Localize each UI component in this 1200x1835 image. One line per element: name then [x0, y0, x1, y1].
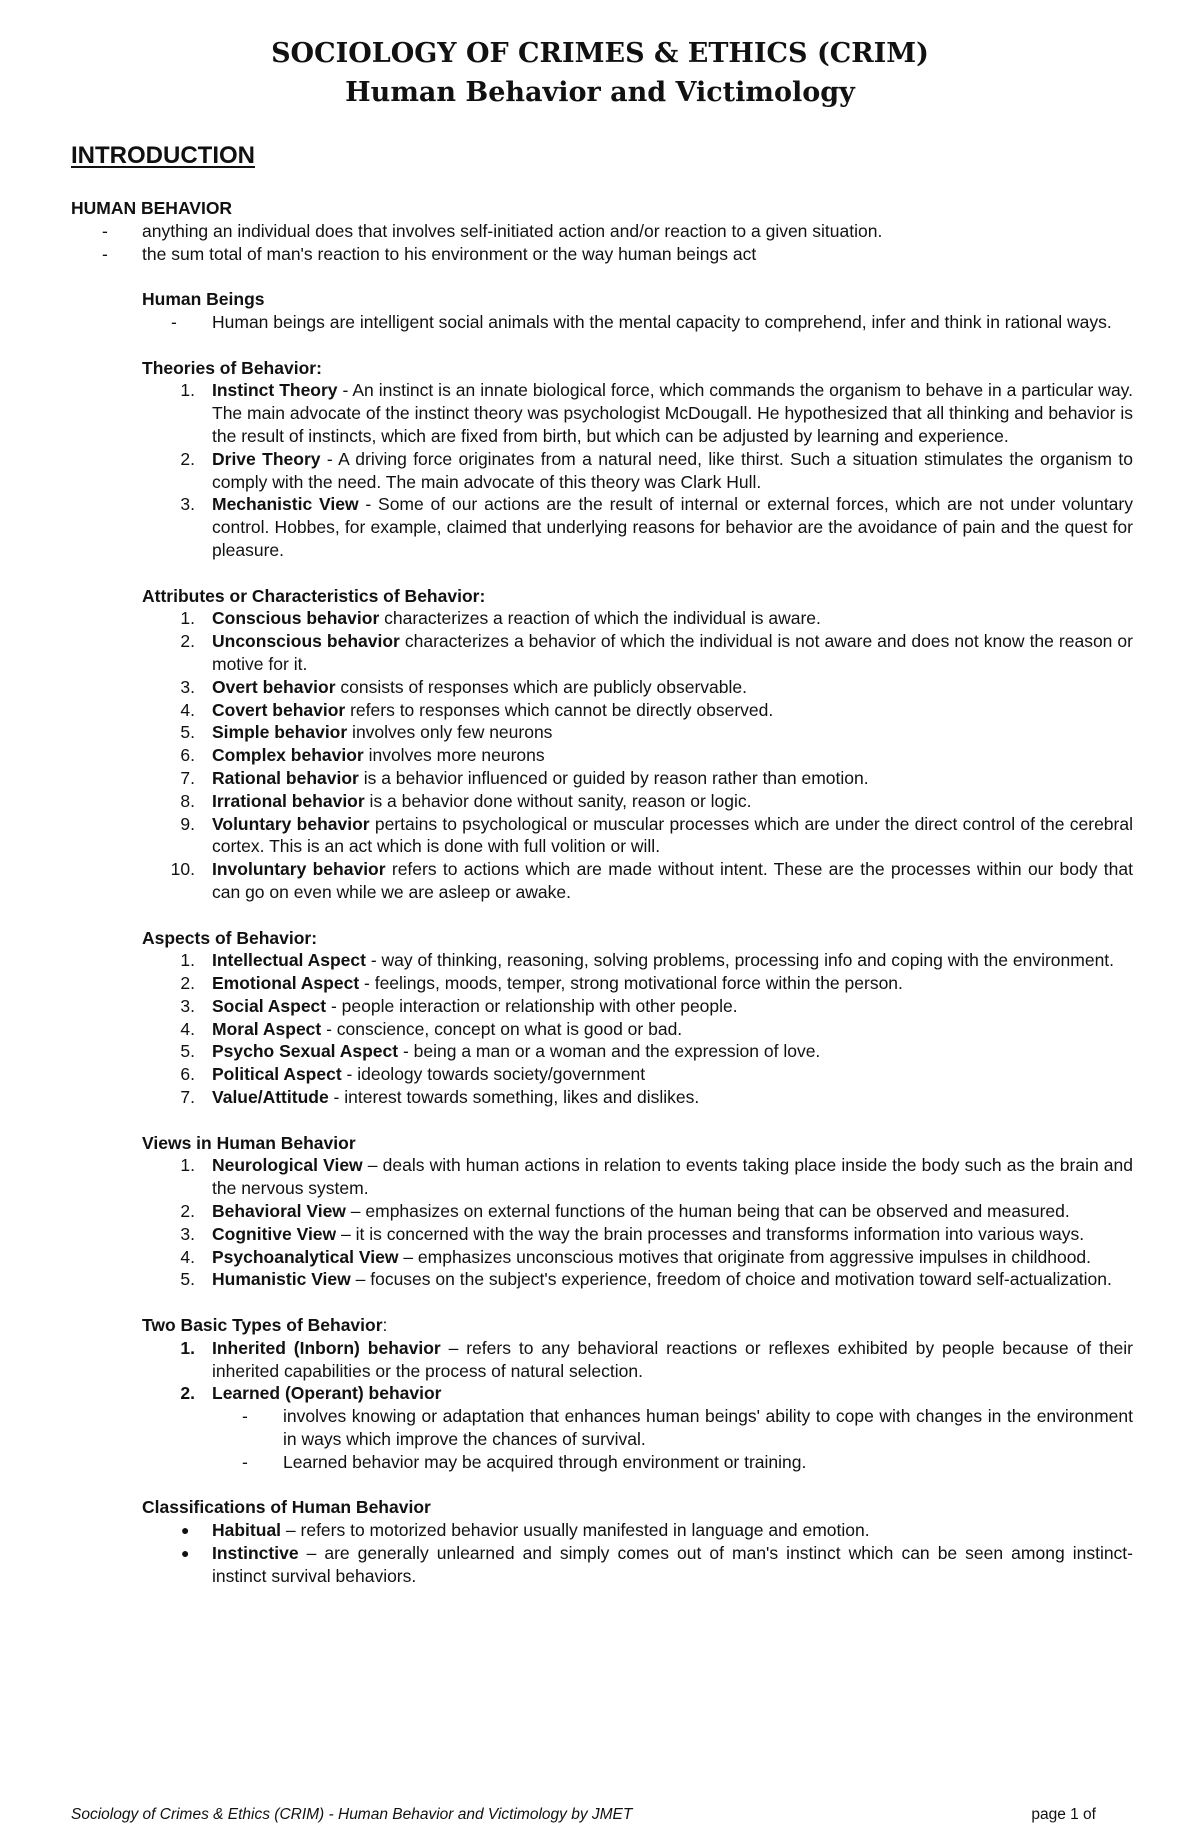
list-item: 4. Moral Aspect - conscience, concept on what is good or bad.: [180, 1018, 683, 1039]
list-item: - Human beings are intelligent social animals with the mental capacity to comprehend, infer and think in rational ways.: [171, 311, 1112, 332]
bullet-icon: ●: [181, 1522, 190, 1539]
list-item: - the sum total of man's reaction to his environment or the way human beings act: [102, 243, 757, 264]
list-item: 2. Learned (Operant) behavior: [180, 1383, 442, 1404]
bullet-icon: ●: [181, 1545, 190, 1562]
introduction-heading: INTRODUCTION: [71, 142, 255, 169]
list-item: 10. Involuntary behavior refers to actions which are made without intent. These are the processes within our body that can go on even while we are asleep or awake.: [170, 859, 1133, 902]
list-item: 8. Irrational behavior is a behavior done without sanity, reason or logic.: [180, 790, 752, 811]
list-item: - involves knowing or adaptation that enhances human beings' ability to cope with changes in the environment in ways which improve the chances of survival.: [242, 1406, 1133, 1450]
list-item: 3. Mechanistic View - Some of our actions are the result of internal or external forces, which are not under voluntary control. Hobbes, for example, claimed that underlying reasons for behavior are the avoidance of pain and the quest for pleasure.: [180, 494, 1133, 560]
list-item: ● Habitual – refers to motorized behavior usually manifested in language and emotion.: [181, 1520, 870, 1541]
list-item: 2. Drive Theory - A driving force originates from a natural need, like thirst. Such a situation stimulates the organism to comply with the need. The main advocate of this theory was Clark Hull.: [180, 448, 1133, 492]
list-item: 9. Voluntary behavior pertains to psychological or muscular processes which are under the direct control of the cerebral cortex. This is an act which is done with full volition or will.: [180, 813, 1133, 857]
list-item: 4. Covert behavior refers to responses which cannot be directly observed.: [180, 699, 774, 720]
list-item: 5. Simple behavior involves only few neurons: [180, 722, 553, 743]
aspects-heading: Aspects of Behavior:: [142, 927, 318, 948]
list-item: - anything an individual does that involves self-initiated action and/or reaction to a given situation.: [102, 220, 883, 241]
list-item: 4. Psychoanalytical View – emphasizes unconscious motives that originate from aggressive impulses in childhood.: [180, 1246, 1092, 1267]
list-item: 6. Complex behavior involves more neurons: [180, 745, 545, 766]
list-item: 3. Cognitive View – it is concerned with the way the brain processes and transforms information into various ways.: [180, 1223, 1085, 1244]
list-item: 7. Value/Attitude - interest towards something, likes and dislikes.: [180, 1087, 700, 1108]
document-body: [71, 197, 1133, 1588]
footer-text: Sociology of Crimes & Ethics (CRIM) - Human Behavior and Victimology by JMET: [71, 1806, 633, 1823]
list-item: 1. Inherited (Inborn) behavior – refers to any behavioral reactions or reflexes exhibited by people because of their inherited capabilities or the process of natural selection.: [180, 1337, 1133, 1381]
list-item: 5. Psycho Sexual Aspect - being a man or a woman and the expression of love.: [180, 1041, 821, 1062]
list-item: 3. Overt behavior consists of responses which are publicly observable.: [180, 676, 747, 697]
views-heading: Views in Human Behavior: [142, 1132, 356, 1153]
human-behavior-heading: HUMAN BEHAVIOR: [71, 198, 233, 218]
list-item: 5. Humanistic View – focuses on the subject's experience, freedom of choice and motivation toward self-actualization.: [180, 1269, 1112, 1290]
document-subtitle: Human Behavior and Victimology: [345, 77, 855, 108]
page-number: page 1 of: [1031, 1806, 1096, 1823]
list-item: 2. Unconscious behavior characterizes a behavior of which the individual is not aware and does not know the reason or motive for it.: [180, 631, 1133, 674]
list-item: 6. Political Aspect - ideology towards society/government: [180, 1064, 646, 1085]
list-item: 3. Social Aspect - people interaction or relationship with other people.: [180, 995, 738, 1016]
types-heading: Two Basic Types of Behavior:: [142, 1315, 388, 1336]
list-item: 1. Intellectual Aspect - way of thinking, reasoning, solving problems, processing info and coping with the environment.: [180, 950, 1115, 971]
list-item: 1. Instinct Theory - An instinct is an innate biological force, which commands the organism to behave in a particular way. The main advocate of the instinct theory was psychologist McDougall. He hypothesized that all thinking and behavior is the result of instincts, which are fixed from birth, but which can be adjusted by learning and experience.: [180, 380, 1133, 446]
classifications-heading: Classifications of Human Behavior: [142, 1497, 431, 1518]
list-item: 1. Neurological View – deals with human actions in relation to events taking place inside the body such as the brain and the nervous system.: [180, 1155, 1133, 1199]
list-item: - Learned behavior may be acquired through environment or training.: [242, 1451, 807, 1472]
list-item: 1. Conscious behavior characterizes a reaction of which the individual is aware.: [180, 608, 821, 629]
theories-heading: Theories of Behavior:: [142, 357, 322, 378]
list-item: ● Instinctive – are generally unlearned and simply comes out of man's instinct which can be seen among instinct-instinct survival behaviors.: [181, 1543, 1133, 1586]
list-item: 7. Rational behavior is a behavior influenced or guided by reason rather than emotion.: [180, 767, 869, 788]
list-item: 2. Behavioral View – emphasizes on external functions of the human being that can be observed and measured.: [180, 1201, 1070, 1222]
attributes-heading: Attributes or Characteristics of Behavior:: [142, 585, 486, 606]
list-item: 2. Emotional Aspect - feelings, moods, temper, strong motivational force within the person.: [180, 973, 903, 994]
document-title: SOCIOLOGY OF CRIMES & ETHICS (CRIM): [271, 38, 929, 69]
human-beings-heading: Human Beings: [142, 289, 265, 310]
page-footer: [71, 1806, 1096, 1824]
